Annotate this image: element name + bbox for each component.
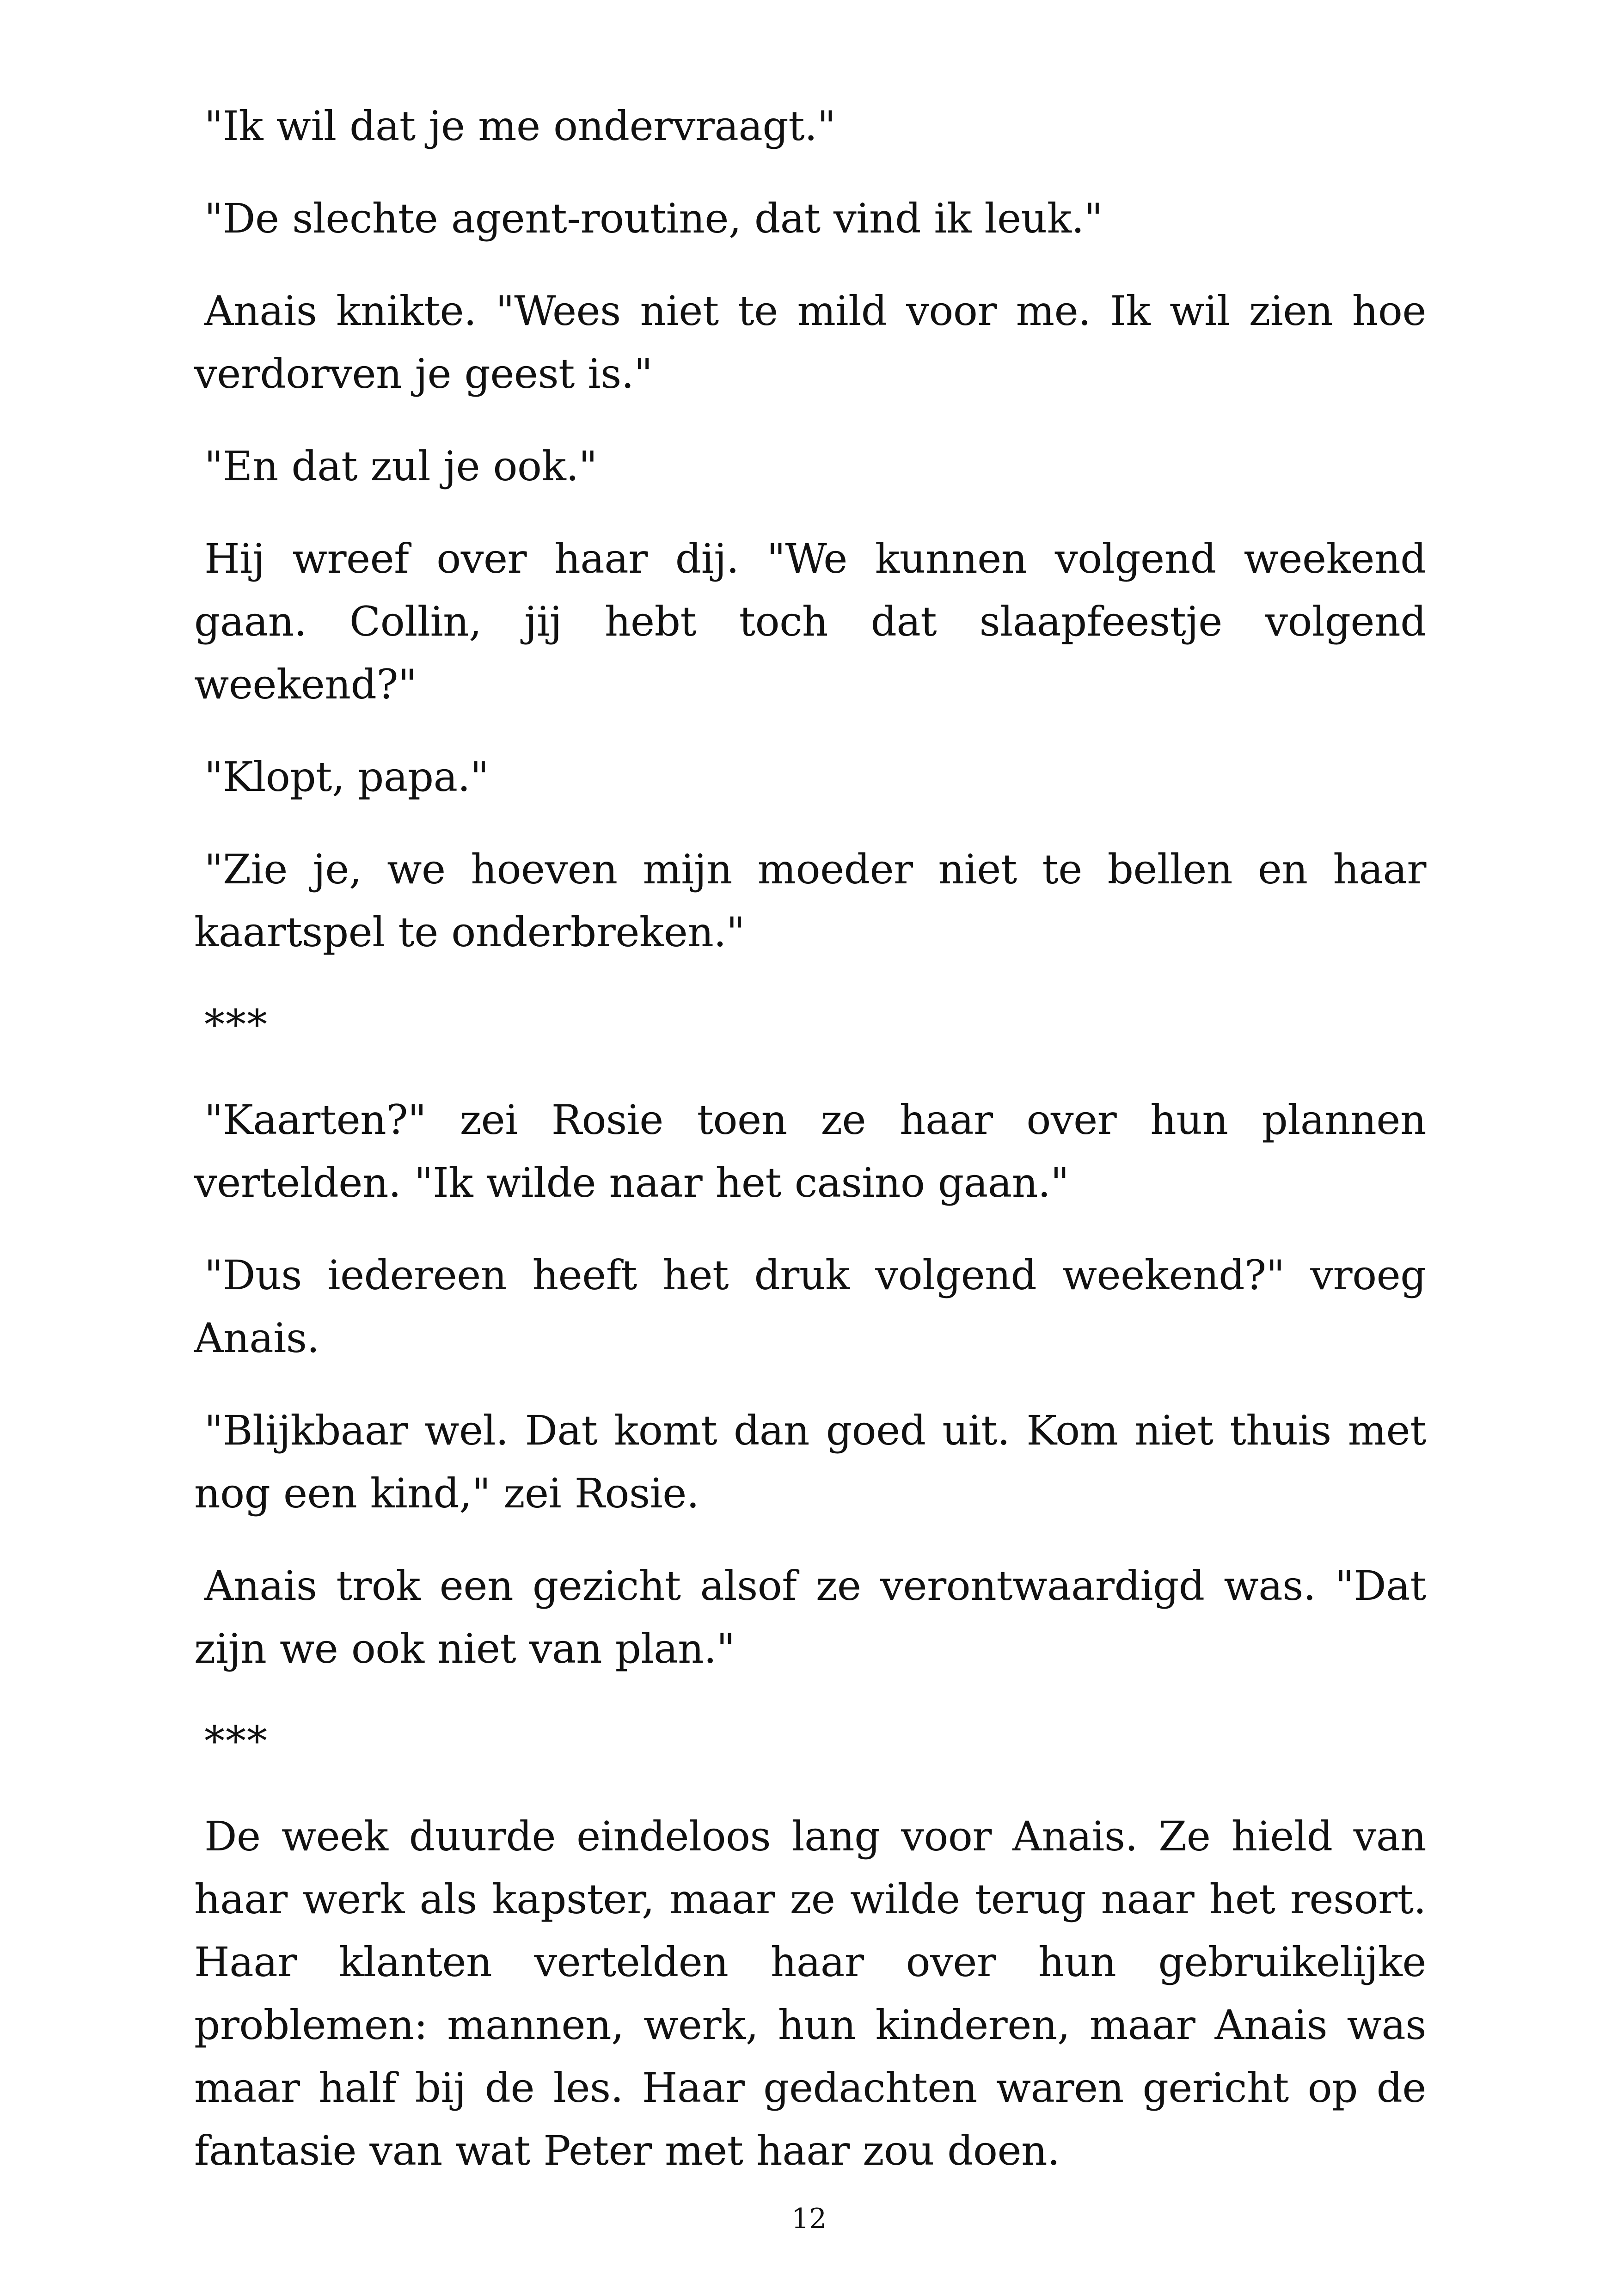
page-number: 12 <box>791 2203 827 2235</box>
paragraph: "Kaarten?" zei Rosie toen ze haar over hun plannen vertelden. "Ik wilde naar het casino gaan." <box>194 1096 1426 1206</box>
paragraph: "Zie je, we hoeven mijn moeder niet te bellen en haar kaartspel te onderbreken." <box>194 845 1426 956</box>
paragraph: "Dus iedereen heeft het druk volgend weekend?" vroeg Anais. <box>194 1251 1426 1362</box>
paragraph: "Blijkbaar wel. Dat komt dan goed uit. Kom niet thuis met nog een kind," zei Rosie. <box>194 1407 1426 1517</box>
scene-break: *** <box>204 1717 268 1765</box>
paragraph: "Klopt, papa." <box>204 753 489 801</box>
paragraph: Anais trok een gezicht alsof ze verontwaardigd was. "Dat zijn we ook niet van plan." <box>194 1562 1426 1672</box>
paragraph: Anais knikte. "Wees niet te mild voor me. Ik wil zien hoe verdorven je geest is." <box>194 287 1426 398</box>
paragraph: Hij wreef over haar dij. "We kunnen volgend weekend gaan. Collin, jij hebt toch dat slaapfeestje volgend weekend?" <box>194 535 1426 708</box>
paragraph: "Ik wil dat je me ondervraagt." <box>204 102 836 150</box>
body-text <box>194 95 1426 2212</box>
scene-break: *** <box>204 1001 268 1048</box>
paragraph: "De slechte agent-routine, dat vind ik leuk." <box>204 195 1103 242</box>
paragraph: "En dat zul je ook." <box>204 442 597 490</box>
paragraph: De week duurde eindeloos lang voor Anais. Ze hield van haar werk als kapster, maar ze wilde terug naar het resort. Haar klanten vertelden haar over hun gebruikelijke problemen: mannen, werk, hun kinderen, maar Anais was maar half bij de les. Haar gedachten waren gericht op de fantasie van wat Peter met haar zou doen. <box>194 1812 1426 2174</box>
